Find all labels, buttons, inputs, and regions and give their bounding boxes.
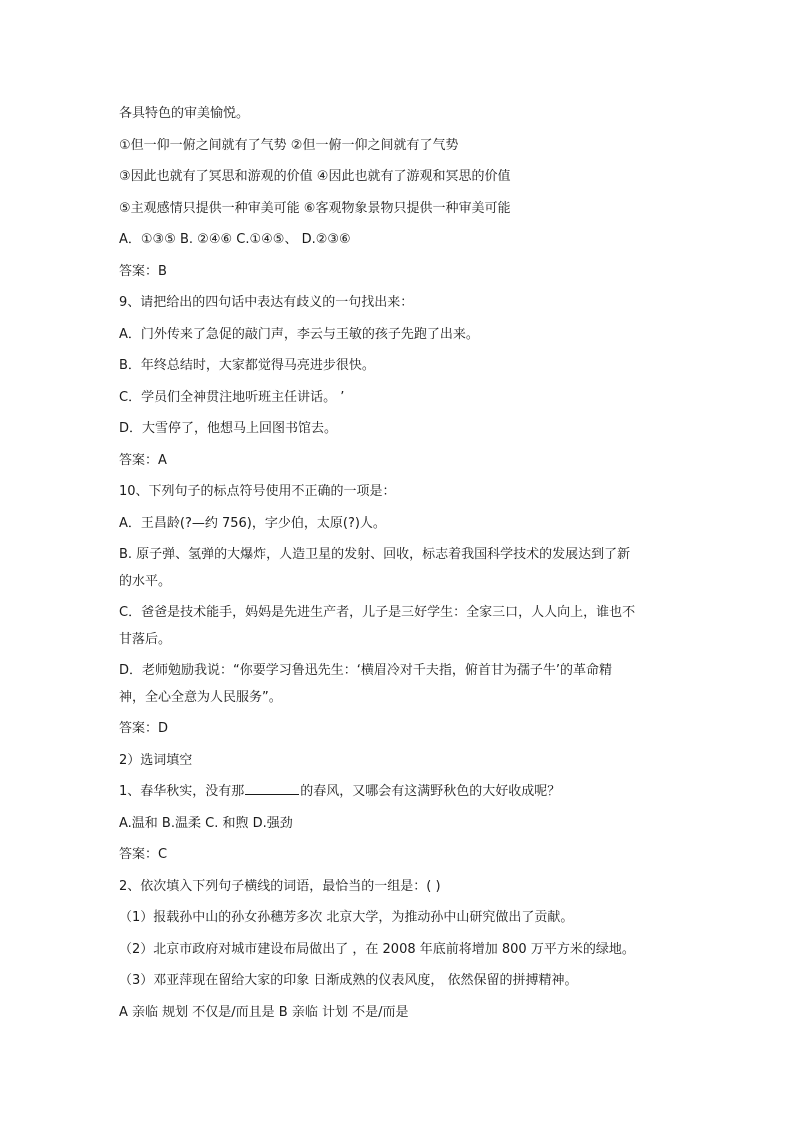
option-line-cont: 神，全心全意为人民服务”。 <box>119 689 282 705</box>
option-line-cont: 的水平。 <box>119 573 172 589</box>
option-line: A．王昌龄(?—约 756)，字少伯，太原(?)人。 <box>119 515 386 531</box>
text-line: 各具特色的审美愉悦。 <box>119 106 250 121</box>
question-fill-1 <box>119 779 679 811</box>
answer-line: 答案：B <box>119 263 167 279</box>
options-line: A．①③⑤ B. ②④⑥ C.①④⑤、 D.②③⑥ <box>119 232 351 247</box>
options-line: A 亲临 规划 不仅是/而且是 B 亲临 计划 不是/而是 <box>119 1004 409 1020</box>
document-body <box>119 101 679 1031</box>
answer-line: 答案：A <box>119 452 167 468</box>
section-heading: 2）选词填空 <box>119 752 193 768</box>
option-line: A．门外传来了急促的敲门声，李云与王敏的孩子先跑了出来。 <box>119 326 479 342</box>
options-line: A.温和 B.温柔 C. 和煦 D.强劲 <box>119 815 293 831</box>
text-line: ③因此也就有了冥思和游观的价值 ④因此也就有了游观和冥思的价值 <box>119 169 511 184</box>
question-prefix: 1、春华秋实，没有那 <box>119 784 245 799</box>
sub-sentence: （3）邓亚萍现在留给大家的印象 日渐成熟的仪表风度， 依然保留的拼搏精神。 <box>119 973 578 988</box>
sub-sentence: （2）北京市政府对城市建设布局做出了 ，在 2008 年底前将增加 800 万平方米的绿地。 <box>119 941 635 957</box>
fill-blank <box>245 780 299 795</box>
text-line: ⑤主观感情只提供一种审美可能 ⑥客观物象景物只提供一种审美可能 <box>119 200 511 216</box>
option-line: C．爸爸是技术能手，妈妈是先进生产者，儿子是三好学生：全家三口，人人向上，谁也不 <box>119 605 636 620</box>
text-line: ①但一仰一俯之间就有了气势 ②但一俯一仰之间就有了气势 <box>119 137 459 153</box>
answer-line: 答案：D <box>119 721 169 736</box>
option-line: B. 原子弹、氢弹的大爆炸，人造卫星的发射、回收，标志着我国科学技术的发展达到了新 <box>119 547 631 562</box>
question-fill-2: 2、依次填入下列句子横线的词语，最恰当的一组是：( ) <box>119 878 441 894</box>
option-line-cont: 甘落后。 <box>119 631 172 647</box>
option-line: B．年终总结时，大家都觉得马亮进步很快。 <box>119 358 375 373</box>
option-line: C．学员们全神贯注地听班主任讲话。 ’ <box>119 389 345 405</box>
question-9: 9、请把给出的四句话中表达有歧义的一句找出来： <box>119 295 414 310</box>
option-line: D．大雪停了，他想马上回图书馆去。 <box>119 421 338 436</box>
question-suffix: 的春风，又哪会有这满野秋色的大好收成呢？ <box>300 784 561 799</box>
option-line: D．老师勉励我说：“你要学习鲁迅先生：‘横眉冷对千夫指，俯首甘为孺子牛’的革命精 <box>119 663 613 678</box>
question-10: 10、下列句子的标点符号使用不正确的一项是： <box>119 484 396 499</box>
sub-sentence: （1）报载孙中山的孙女孙穗芳多次 北京大学，为推动孙中山研究做出了贡献。 <box>119 910 574 925</box>
answer-line: 答案：C <box>119 847 168 862</box>
